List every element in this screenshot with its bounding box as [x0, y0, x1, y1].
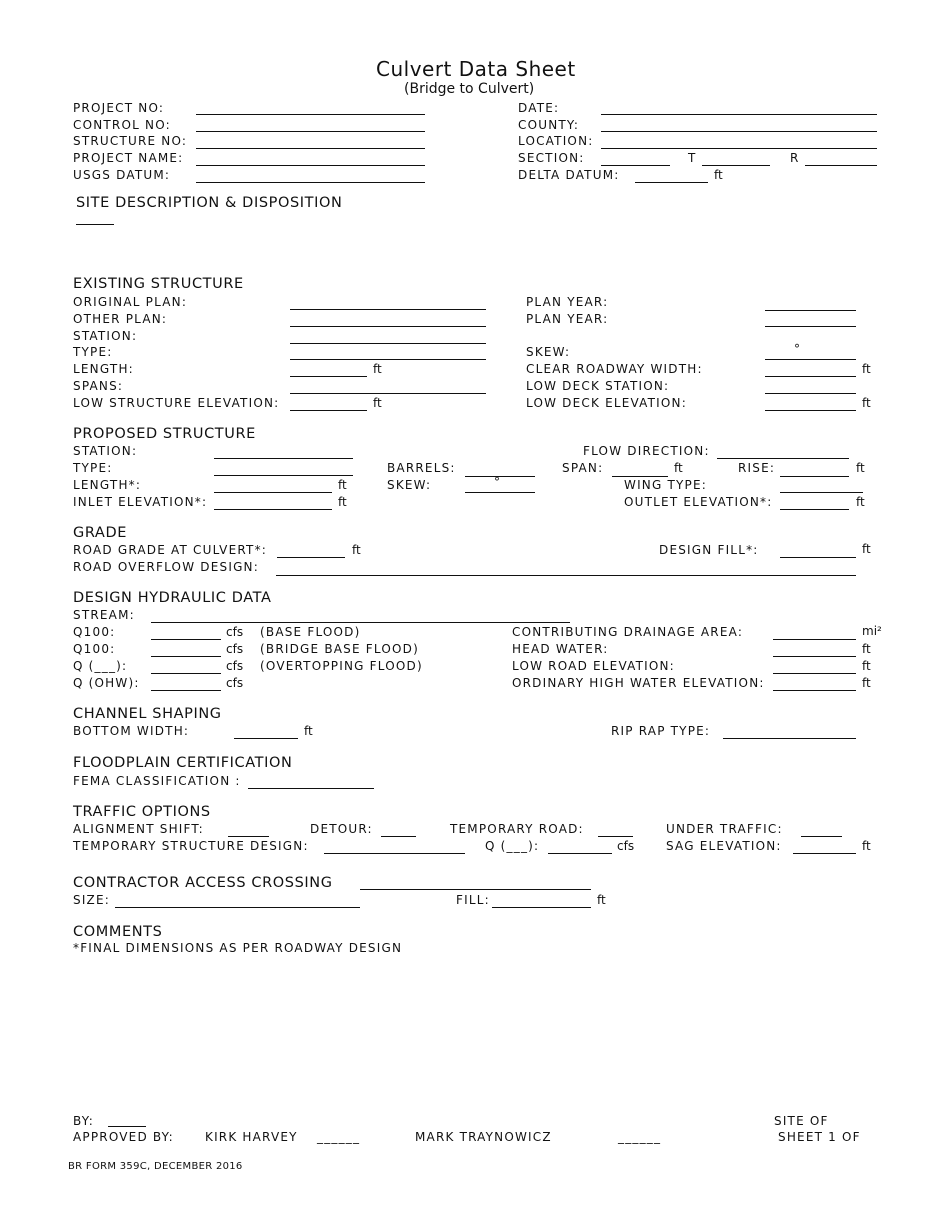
q100-base-label: Q100:	[73, 625, 116, 639]
flow-direction-label: FLOW DIRECTION:	[583, 444, 710, 458]
comments-heading: COMMENTS	[73, 924, 163, 940]
approver-1-name: KIRK HARVEY	[205, 1130, 298, 1144]
low-road-elevation-field[interactable]	[773, 673, 856, 674]
rip-rap-type-label: RIP RAP TYPE:	[611, 724, 711, 738]
existing-length-field[interactable]	[290, 376, 367, 377]
approver-1-signature[interactable]: ______	[317, 1130, 361, 1144]
low-road-elevation-unit: ft	[862, 659, 871, 673]
low-deck-station-label: LOW DECK STATION:	[526, 379, 670, 393]
existing-skew-field[interactable]	[765, 359, 856, 360]
road-grade-field[interactable]	[277, 557, 345, 558]
traffic-q-field[interactable]	[548, 853, 612, 854]
site-description-heading: SITE DESCRIPTION & DISPOSITION	[76, 195, 343, 211]
section-label: SECTION:	[518, 151, 585, 165]
sheet-of-label: SHEET 1 OF	[778, 1130, 861, 1144]
fema-classification-label: FEMA CLASSIFICATION :	[73, 774, 241, 788]
proposed-station-label: STATION:	[73, 444, 138, 458]
wing-type-label: WING TYPE:	[624, 478, 708, 492]
alignment-shift-label: ALIGNMENT SHIFT:	[73, 822, 204, 836]
county-field[interactable]	[601, 131, 877, 132]
design-fill-label: DESIGN FILL*:	[659, 543, 759, 557]
design-fill-unit: ft	[862, 542, 871, 556]
date-label: DATE:	[518, 101, 560, 115]
q-overtopping-field[interactable]	[151, 673, 221, 674]
low-deck-elevation-label: LOW DECK ELEVATION:	[526, 396, 687, 410]
fema-classification-field[interactable]	[248, 788, 374, 789]
form-subtitle: (Bridge to Culvert)	[404, 81, 535, 97]
span-unit: ft	[674, 461, 683, 475]
grade-heading: GRADE	[73, 525, 127, 541]
q100-bridge-label: Q100:	[73, 642, 116, 656]
inlet-elevation-label: INLET ELEVATION*:	[73, 495, 208, 509]
county-label: COUNTY:	[518, 118, 580, 132]
plan-year-field[interactable]	[765, 310, 856, 311]
approver-2-name: MARK TRAYNOWICZ	[415, 1130, 552, 1144]
by-field[interactable]	[108, 1126, 146, 1127]
other-plan-label: OTHER PLAN:	[73, 312, 168, 326]
proposed-station-field[interactable]	[214, 458, 353, 459]
existing-type-field[interactable]	[290, 359, 486, 360]
floodplain-heading: FLOODPLAIN CERTIFICATION	[73, 755, 293, 771]
existing-station-label: STATION:	[73, 329, 138, 343]
road-grade-unit: ft	[352, 543, 361, 557]
stream-label: STREAM:	[73, 608, 135, 622]
low-structure-elevation-unit: ft	[373, 396, 382, 410]
sag-elevation-label: SAG ELEVATION:	[666, 839, 782, 853]
existing-type-label: TYPE:	[73, 345, 113, 359]
q100-base-unit: cfs	[226, 625, 244, 639]
design-fill-field[interactable]	[780, 557, 856, 558]
sag-elevation-field[interactable]	[793, 853, 856, 854]
barrels-label: BARRELS:	[387, 461, 456, 475]
ordinary-high-water-field[interactable]	[773, 690, 856, 691]
bridge-base-flood-note: (BRIDGE BASE FLOOD)	[260, 642, 419, 656]
q-ohw-field[interactable]	[151, 690, 221, 691]
section-field[interactable]	[601, 165, 670, 166]
bottom-width-field[interactable]	[234, 738, 298, 739]
spans-field[interactable]	[290, 393, 486, 394]
approved-by-label: APPROVED BY:	[73, 1130, 174, 1144]
comments-note: *FINAL DIMENSIONS AS PER ROADWAY DESIGN	[73, 941, 403, 955]
proposed-structure-heading: PROPOSED STRUCTURE	[73, 426, 256, 442]
low-structure-elevation-label: LOW STRUCTURE ELEVATION:	[73, 396, 280, 410]
low-deck-elevation-field[interactable]	[765, 410, 856, 411]
structure-no-field[interactable]	[196, 148, 425, 149]
crossing-fill-label: FILL:	[456, 893, 490, 907]
traffic-options-heading: TRAFFIC OPTIONS	[73, 804, 211, 820]
span-field[interactable]	[612, 476, 668, 477]
hydraulic-data-heading: DESIGN HYDRAULIC DATA	[73, 590, 272, 606]
original-plan-field[interactable]	[290, 309, 486, 310]
flow-direction-field[interactable]	[717, 458, 849, 459]
low-deck-station-field[interactable]	[765, 393, 856, 394]
channel-shaping-heading: CHANNEL SHAPING	[73, 706, 222, 722]
road-overflow-label: ROAD OVERFLOW DESIGN:	[73, 560, 259, 574]
base-flood-note: (BASE FLOOD)	[260, 625, 361, 639]
temporary-structure-design-field[interactable]	[324, 853, 465, 854]
q-overtopping-label: Q (___):	[73, 659, 128, 673]
clear-roadway-width-label: CLEAR ROADWAY WIDTH:	[526, 362, 703, 376]
temporary-structure-design-label: TEMPORARY STRUCTURE DESIGN:	[73, 839, 309, 853]
project-name-label: PROJECT NAME:	[73, 151, 184, 165]
range-label: R	[790, 151, 800, 165]
traffic-q-unit: cfs	[617, 839, 635, 853]
project-no-label: PROJECT NO:	[73, 101, 165, 115]
date-field[interactable]	[601, 114, 877, 115]
detour-field[interactable]	[381, 836, 416, 837]
outlet-elevation-field[interactable]	[780, 509, 849, 510]
existing-length-label: LENGTH:	[73, 362, 134, 376]
delta-datum-unit: ft	[714, 168, 723, 182]
inlet-elevation-unit: ft	[338, 495, 347, 509]
crossing-size-field[interactable]	[115, 907, 360, 908]
existing-length-unit: ft	[373, 362, 382, 376]
clear-roadway-width-unit: ft	[862, 362, 871, 376]
inlet-elevation-field[interactable]	[214, 509, 332, 510]
head-water-label: HEAD WATER:	[512, 642, 609, 656]
temporary-road-field[interactable]	[598, 836, 633, 837]
bottom-width-unit: ft	[304, 724, 313, 738]
rise-label: RISE:	[738, 461, 776, 475]
ordinary-high-water-unit: ft	[862, 676, 871, 690]
q100-bridge-field[interactable]	[151, 656, 221, 657]
range-field[interactable]	[805, 165, 877, 166]
crossing-fill-unit: ft	[597, 893, 606, 907]
traffic-q-label: Q (___):	[485, 839, 540, 853]
site-description-field[interactable]	[76, 224, 114, 225]
proposed-skew-degree-icon: °	[494, 475, 500, 489]
ordinary-high-water-label: ORDINARY HIGH WATER ELEVATION:	[512, 676, 765, 690]
township-label: T	[688, 151, 697, 165]
crossing-size-label: SIZE:	[73, 893, 111, 907]
form-title: Culvert Data Sheet	[376, 57, 576, 81]
delta-datum-label: DELTA DATUM:	[518, 168, 620, 182]
control-no-label: CONTROL NO:	[73, 118, 171, 132]
head-water-unit: ft	[862, 642, 871, 656]
township-field[interactable]	[702, 165, 770, 166]
proposed-type-field[interactable]	[214, 475, 353, 476]
control-no-field[interactable]	[196, 131, 425, 132]
usgs-datum-label: USGS DATUM:	[73, 168, 171, 182]
project-name-field[interactable]	[196, 165, 425, 166]
proposed-length-field[interactable]	[214, 492, 332, 493]
road-grade-label: ROAD GRADE AT CULVERT*:	[73, 543, 268, 557]
proposed-skew-label: SKEW:	[387, 478, 432, 492]
project-no-field[interactable]	[196, 114, 425, 115]
by-label: BY:	[73, 1114, 94, 1128]
original-plan-label: ORIGINAL PLAN:	[73, 295, 188, 309]
delta-datum-field[interactable]	[635, 182, 708, 183]
outlet-elevation-unit: ft	[856, 495, 865, 509]
low-structure-elevation-field[interactable]	[290, 410, 367, 411]
proposed-length-label: LENGTH*:	[73, 478, 142, 492]
wing-type-field[interactable]	[780, 492, 863, 493]
detour-label: DETOUR:	[310, 822, 373, 836]
clear-roadway-width-field[interactable]	[765, 376, 856, 377]
existing-skew-degree-icon: °	[794, 342, 800, 356]
spans-label: SPANS:	[73, 379, 124, 393]
rise-field[interactable]	[780, 476, 849, 477]
under-traffic-label: UNDER TRAFFIC:	[666, 822, 783, 836]
rip-rap-type-field[interactable]	[723, 738, 856, 739]
q100-base-field[interactable]	[151, 639, 221, 640]
form-id: BR FORM 359C, DECEMBER 2016	[68, 1161, 243, 1172]
q-ohw-label: Q (OHW):	[73, 676, 140, 690]
temporary-road-label: TEMPORARY ROAD:	[450, 822, 584, 836]
existing-station-field[interactable]	[290, 343, 486, 344]
stream-field[interactable]	[151, 622, 570, 623]
road-overflow-field[interactable]	[276, 575, 856, 576]
other-plan-field[interactable]	[290, 326, 486, 327]
span-label: SPAN:	[562, 461, 604, 475]
contractor-access-heading: CONTRACTOR ACCESS CROSSING	[73, 875, 333, 891]
overtopping-flood-note: (OVERTOPPING FLOOD)	[260, 659, 423, 673]
q100-bridge-unit: cfs	[226, 642, 244, 656]
bottom-width-label: BOTTOM WIDTH:	[73, 724, 190, 738]
approver-2-signature[interactable]: ______	[618, 1130, 662, 1144]
q-ohw-unit: cfs	[226, 676, 244, 690]
low-deck-elevation-unit: ft	[862, 396, 871, 410]
plan-year-2-label: PLAN YEAR:	[526, 312, 609, 326]
low-road-elevation-label: LOW ROAD ELEVATION:	[512, 659, 675, 673]
drainage-area-unit: mi²	[862, 624, 882, 638]
proposed-type-label: TYPE:	[73, 461, 113, 475]
drainage-area-label: CONTRIBUTING DRAINAGE AREA:	[512, 625, 744, 639]
existing-skew-label: SKEW:	[526, 345, 571, 359]
sag-elevation-unit: ft	[862, 839, 871, 853]
location-field[interactable]	[601, 148, 877, 149]
alignment-shift-field[interactable]	[228, 836, 269, 837]
plan-year-label: PLAN YEAR:	[526, 295, 609, 309]
proposed-skew-field[interactable]	[465, 492, 535, 493]
plan-year-2-field[interactable]	[765, 326, 856, 327]
head-water-field[interactable]	[773, 656, 856, 657]
usgs-datum-field[interactable]	[196, 182, 425, 183]
location-label: LOCATION:	[518, 134, 594, 148]
rise-unit: ft	[856, 461, 865, 475]
q-overtopping-unit: cfs	[226, 659, 244, 673]
under-traffic-field[interactable]	[801, 836, 842, 837]
existing-structure-heading: EXISTING STRUCTURE	[73, 276, 244, 292]
proposed-length-unit: ft	[338, 478, 347, 492]
contractor-access-field[interactable]	[360, 889, 591, 890]
structure-no-label: STRUCTURE NO:	[73, 134, 188, 148]
outlet-elevation-label: OUTLET ELEVATION*:	[624, 495, 773, 509]
barrels-field[interactable]	[465, 476, 535, 477]
crossing-fill-field[interactable]	[492, 907, 591, 908]
drainage-area-field[interactable]	[773, 639, 856, 640]
site-of-label: SITE OF	[774, 1114, 829, 1128]
